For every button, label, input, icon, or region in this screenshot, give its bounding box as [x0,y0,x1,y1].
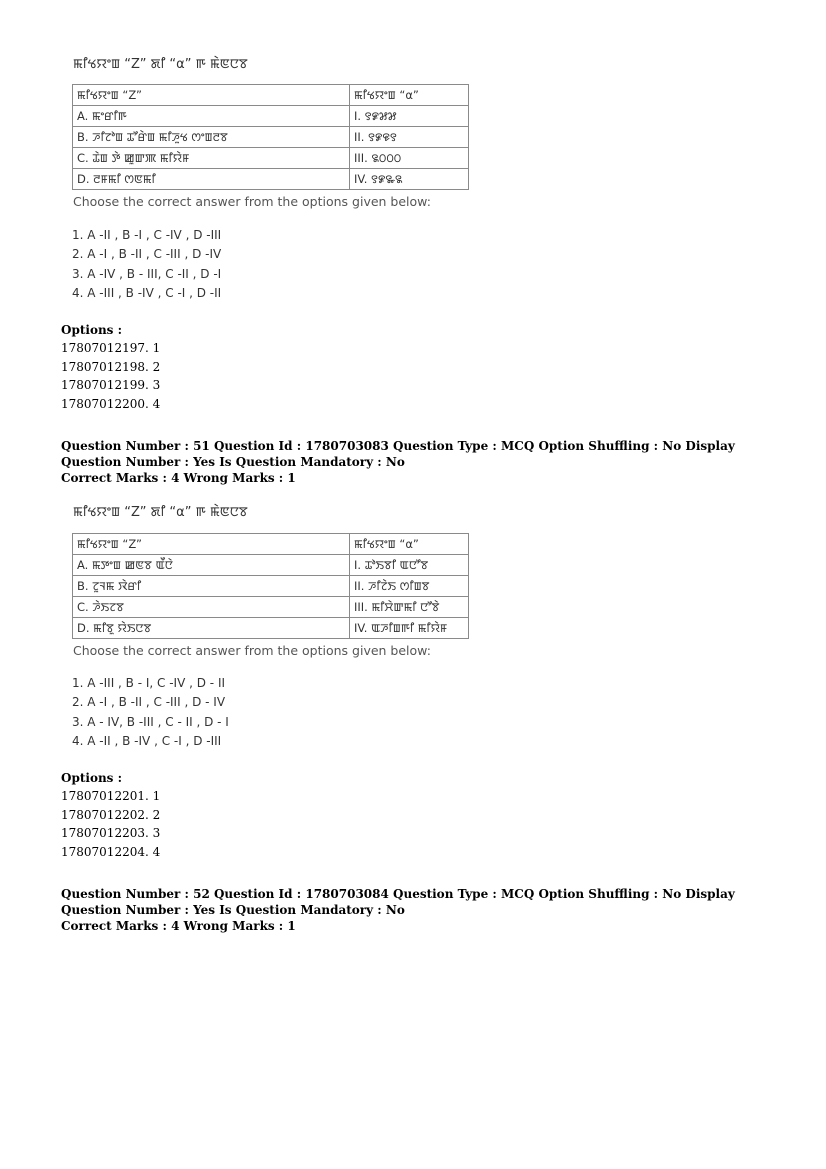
option-item: 17807012204. 4 [61,845,161,860]
table-row [73,127,469,148]
marks-line: Correct Marks : 4 Wrong Marks : 1 [61,919,296,933]
option-item: 17807012197. 1 [61,341,161,355]
table-cell: C. ꯍꯥꯏꯖꯕ [73,597,350,618]
table-cell: I. ꯊꯣꯏꯕꯤ ꯑꯅꯧꯕ [350,555,469,576]
option-item: 17807012200. 4 [61,397,161,412]
table-row [73,555,469,576]
options-list [61,339,160,414]
question-meta: Question Number : 51 Question Id : 1780703083 Question Type : MCQ Option Shuffling : No Display Question Number : Yes Is Question Mandatory : No [61,439,735,469]
answer-choice: 3. A -IV , B - III, C -II , D -I [72,266,222,281]
table-cell: III. ꯲꯰꯰꯰ [350,148,469,169]
answer-choice: 4. A -II , B -IV , C -I , D -III [72,733,222,748]
table-cell: A. ꯃꯦꯔꯤꯒ [73,106,350,127]
table-cell: III. ꯃꯤꯆꯥꯛꯃꯤ ꯅꯧꯕꯥ [350,597,469,618]
marks-line: Correct Marks : 4 Wrong Marks : 1 [61,471,296,485]
table-row [73,148,469,169]
table-cell: D. ꯃꯤꯕꯨ ꯌꯥꯏꯅꯕ [73,618,350,639]
table-cell: IV. ꯱꯹꯳꯲ [350,169,469,190]
options-list [61,787,160,862]
table-row [73,85,469,106]
option-item: 17807012202. 2 [61,807,161,822]
option-item: 17807012201. 1 [61,789,161,803]
question-stem: ꯃꯤꯠꯌꯦꯡ “Z” ꯗꯤ “α” ꯒ ꯃꯥꯟꯅꯕ [73,57,248,72]
table-row [73,597,469,618]
table-cell: ꯃꯤꯠꯌꯦꯡ “α” [350,534,469,555]
options-label: Options : [61,323,123,337]
answer-choices [72,674,229,751]
table-cell: C. ꯊꯥꯡ ꯇꯥ ꯀꯨꯛꯄ ꯃꯤꯌꯥꯝ [73,148,350,169]
option-item: 17807012203. 3 [61,826,161,841]
answer-choice: 1. A -III , B - I, C -IV , D - II [72,676,226,690]
table-cell: B. ꯖꯨꯜꯃ ꯋꯥꯔꯤ [73,576,350,597]
table-cell: IV. ꯑꯍꯤꯡꯒꯤ ꯃꯤꯌꯥꯝ [350,618,469,639]
table-row [73,618,469,639]
match-table [72,84,469,190]
answer-choice: 1. A -II , B -I , C -IV , D -III [72,228,222,242]
match-table [72,533,469,639]
table-cell: ꯃꯤꯠꯌꯦꯡ “Z” [73,85,350,106]
instruction: Choose the correct answer from the options given below: [73,643,431,658]
table-row [73,576,469,597]
table-cell: I. ꯱꯹꯷꯷ [350,106,469,127]
answer-choice: 3. A - IV, B -III , C - II , D - I [72,714,229,729]
options-label: Options : [61,771,123,785]
table-cell: II. ꯱꯹꯶꯱ [350,127,469,148]
table-row [73,534,469,555]
answer-choice: 4. A -III , B -IV , C -I , D -II [72,285,222,300]
option-item: 17807012198. 2 [61,359,161,374]
answer-choice: 2. A -I , B -II , C -III , D - IV [72,695,226,710]
instruction: Choose the correct answer from the options given below: [73,194,431,209]
table-cell: II. ꯍꯤꯖꯥꯏ ꯁꯤꯡꯕ [350,576,469,597]
table-row [73,169,469,190]
answer-choices [72,226,221,303]
table-cell: ꯃꯤꯠꯌꯦꯡ “Z” [73,534,350,555]
table-cell: D. ꯂꯝꯃꯤ ꯁꯟꯃꯤ [73,169,350,190]
table-cell: ꯃꯤꯠꯌꯦꯡ “α” [350,85,469,106]
table-cell: A. ꯃꯇꯦꯡ ꯀꯟꯕ ꯑꯩꯅꯥ [73,555,350,576]
table-row [73,106,469,127]
answer-choice: 2. A -I , B -II , C -III , D -IV [72,247,222,262]
question-stem: ꯃꯤꯠꯌꯦꯡ “Z” ꯗꯤ “α” ꯒ ꯃꯥꯟꯅꯕ [73,505,248,520]
question-meta: Question Number : 52 Question Id : 1780703084 Question Type : MCQ Option Shuffling : No Display Question Number : Yes Is Question Mandatory : No [61,887,735,917]
option-item: 17807012199. 3 [61,378,161,393]
table-cell: B. ꯍꯤꯖꯣꯡ ꯊꯧꯔꯥꯡ ꯃꯤꯍꯨꯠ ꯁꯦꯡꯂꯕ [73,127,350,148]
